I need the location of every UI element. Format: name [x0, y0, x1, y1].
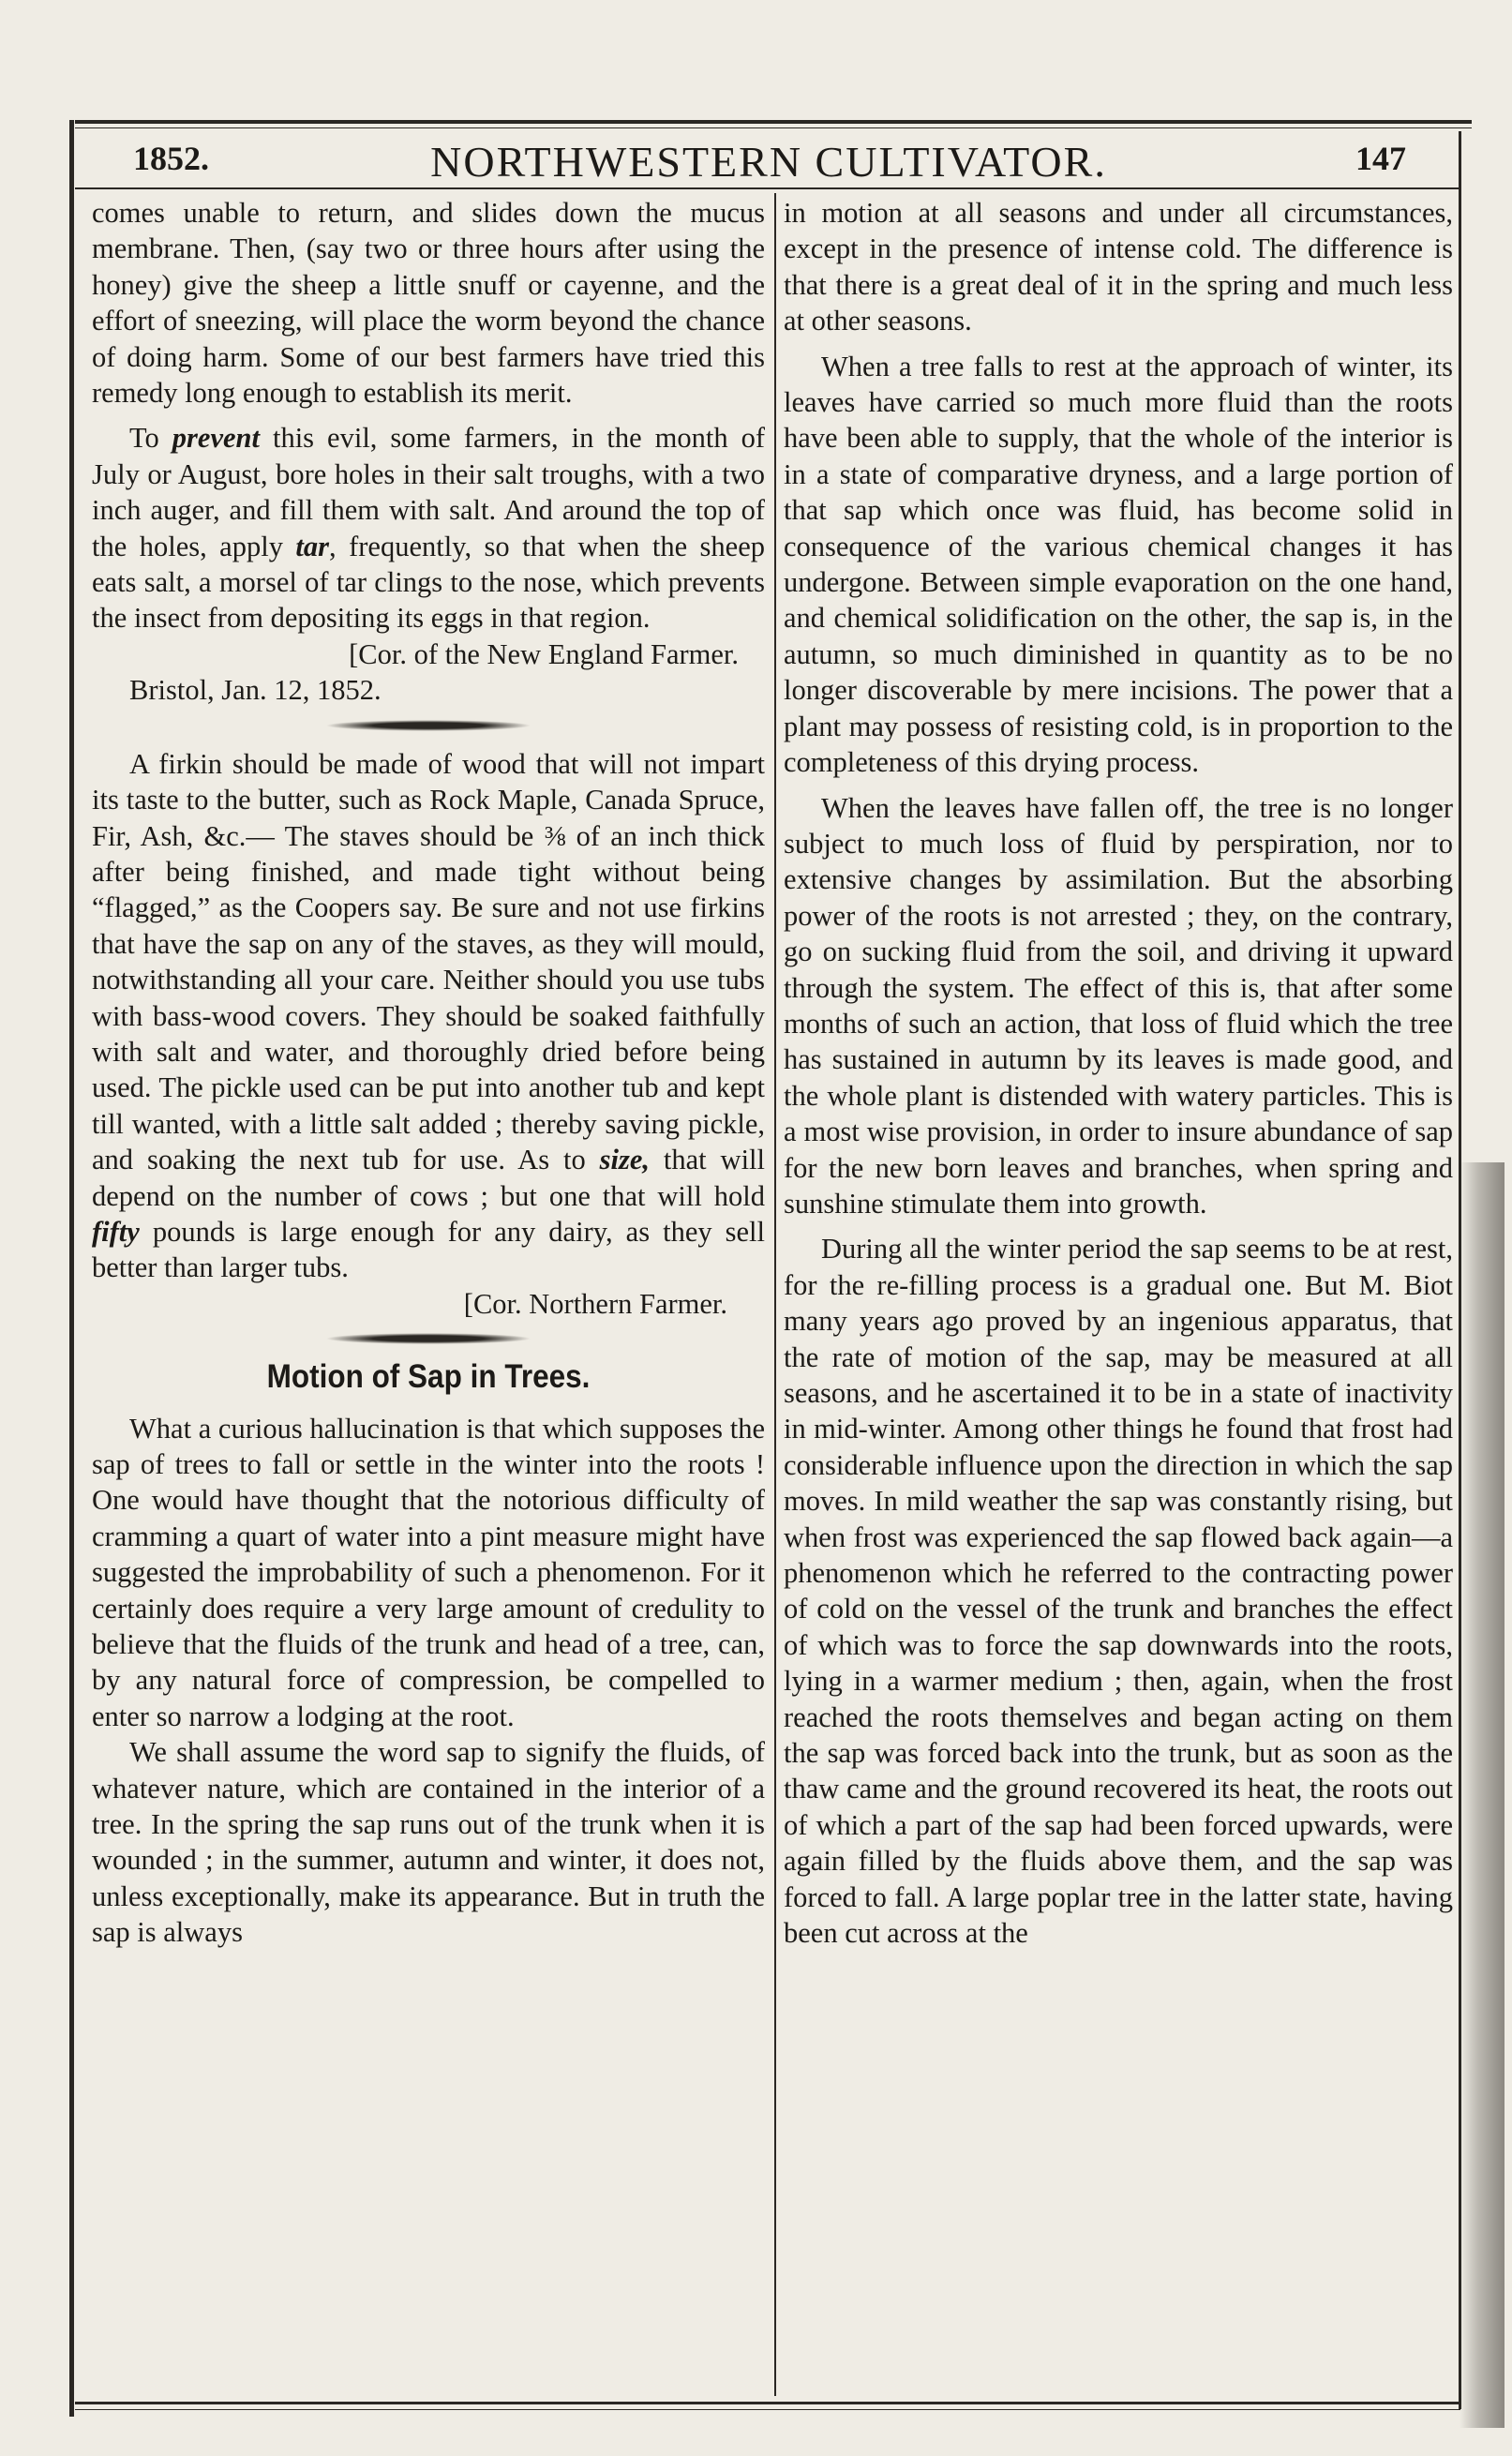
- right-column: [784, 195, 1453, 2389]
- prevent-text-post: , frequently, so that when the sheep eats salt, a morsel of tar clings to the nose, which prevents the insect from depositing its eggs in that region.: [92, 530, 765, 635]
- top-rule: [75, 120, 1472, 124]
- left-paragraph-2: [92, 420, 765, 636]
- right-paragraph-1: in motion at all seasons and under all circumstances, except in the presence of intense cold. The difference is that there is a great deal of it in the spring and much less at other seasons.: [784, 197, 1453, 337]
- left-border: [69, 120, 74, 2417]
- prevent-emphasis: prevent: [172, 422, 260, 455]
- page-edge-shadow: [1460, 1162, 1505, 2428]
- right-paragraph-3: When the leaves have fallen off, the tree is no longer subject to much loss of fluid by perspiration, nor to extensive changes by assimilation. But the absorbing power of the roots is not arrested ; they, on the contrary, go on sucking fluid from the soil, and driving it upward through the system. The effect of this is, that after some months of such an action, that loss of fluid which the tree has sustained in autumn by its leaves is made good, and the whole plant is distended with watery particles. This is a most wise provision, in order to insure abundance of sap for the new born leaves and branches, when spring and sunshine stimulate them into growth.: [784, 791, 1453, 1220]
- size-emphasis: size,: [599, 1144, 650, 1176]
- bottom-rule: [75, 2402, 1460, 2404]
- prevent-text-mid: this evil, some farmers, in the month of July or August, bore holes in their salt troughs, with a two inch auger, and fill them with salt. And around the top of the holes, apply: [92, 422, 765, 562]
- prevent-text-pre: To: [129, 422, 172, 455]
- firkin-text: A firkin should be made of wood that will not impart its taste to the butter, such as Rock Maple, Canada Spruce, Fir, Ash, &c.— The staves should be ⅜ of an inch thick after being finished, and made tight without being “flagged,” as the Coopers say. Be sure and not use firkins that have the sap on any of the staves, as they will mould, notwithstanding all your care. Neither should you use tubs with bass-wood covers. They should be soaked faithfully with salt and water, and thoroughly dried before being used. The pickle used can be put into another tub and kept till wanted, with a little salt added ; thereby saving pickle, and soaking the next tub for use. As to: [92, 747, 765, 1176]
- signature-northern-farmer: [Cor. Northern Farmer.: [463, 1287, 727, 1320]
- article-heading: Motion of Sap in Trees.: [266, 1358, 591, 1396]
- page-header: [94, 131, 1444, 187]
- header-title: NORTHWESTERN CULTIVATOR.: [430, 138, 1107, 186]
- left-paragraph-firkin: [92, 746, 765, 1286]
- left-column: [92, 195, 765, 2389]
- right-paragraph-2: When a tree falls to rest at the approach of winter, its leaves have carried so much more fluid than the roots have been able to supply, that the whole of the interior is in a state of comparative dryness, and a large portion of that sap which once was fluid, has become solid in consequence of the various chemical changes it has undergone. Between simple evaporation on the one hand, and chemical solidification on the other, the sap is, in the autumn, so much diminished in quantity as to be no longer discoverable by mere incisions. The power that a plant may possess of resisting cold, is in proportion to the completeness of this drying process.: [784, 350, 1453, 779]
- firkin-text-mid: that will depend on the number of cows ; but one that will hold: [92, 1144, 765, 1212]
- firkin-text-post: pounds is large enough for any dairy, as they sell better than larger tubs.: [92, 1215, 765, 1284]
- header-page-number: 147: [1355, 140, 1406, 177]
- left-paragraph-1: comes unable to return, and slides down the mucus membrane. Then, (say two or three hours after using the honey) give the sheep a little snuff or cayenne, and the effort of sneezing, will place the worm beyond the chance of doing harm. Some of our best farmers have tried this remedy long enough to establish its merit.: [92, 197, 765, 410]
- left-paragraph-sap-2: We shall assume the word sap to signify the fluids, of whatever nature, which are contained in the interior of a tree. In the spring the sap runs out of the trunk when it is wounded ; in the summer, autumn and winter, it does not, unless exceptionally, make its appearance. But in truth the sap is always: [92, 1736, 765, 1949]
- section-ornament: [325, 720, 531, 731]
- left-paragraph-sap-1: What a curious hallucination is that which supposes the sap of trees to fall or settle in the winter into the roots ! One would have thought that the notorious difficulty of cramming a quart of water into a pint measure might have suggested the improbability of such a phenomenon. For it certainly does require a very large amount of credulity to believe that the fluids of the trunk and head of a tree, can, by any natural force of compression, be compelled to enter so narrow a lodging at the root.: [92, 1412, 765, 1732]
- signature-new-england-farmer: [Cor. of the New England Farmer.: [349, 637, 739, 670]
- dateline-bristol: Bristol, Jan. 12, 1852.: [129, 674, 382, 707]
- fifty-emphasis: fifty: [92, 1215, 140, 1248]
- bottom-rule-thin: [75, 2409, 1460, 2410]
- header-rule: [75, 187, 1460, 189]
- top-rule-thin: [75, 127, 1472, 128]
- header-year: 1852.: [133, 140, 209, 177]
- section-ornament-2: [325, 1333, 531, 1344]
- tar-emphasis: tar: [295, 530, 330, 562]
- column-divider: [774, 193, 776, 2396]
- right-paragraph-4: During all the winter period the sap seems to be at rest, for the re-filling process is a gradual one. But M. Biot many years ago proved by an ingenious apparatus, that the rate of motion of the sap, may be measured at all seasons, and he ascertained it to be in a state of inactivity in mid-winter. Among other things he found that frost had considerable influence upon the direction in which the sap moves. In mild weather the sap was constantly rising, but when frost was experienced the sap flowed back again—a phenomenon which he referred to the contracting power of cold on the vessel of the trunk and branches the effect of which was to force the sap downwards into the roots, lying in a warmer medium ; then, again, when the frost reached the roots themselves and began acting on them the sap was forced back into the trunk, but as soon as the thaw came and the ground recovered its heat, the roots out of which a part of the sap had been forced upwards, were again filled by the fluids above them, and the sap was forced to fall. A large poplar tree in the latter state, having been cut across at the: [784, 1233, 1453, 1950]
